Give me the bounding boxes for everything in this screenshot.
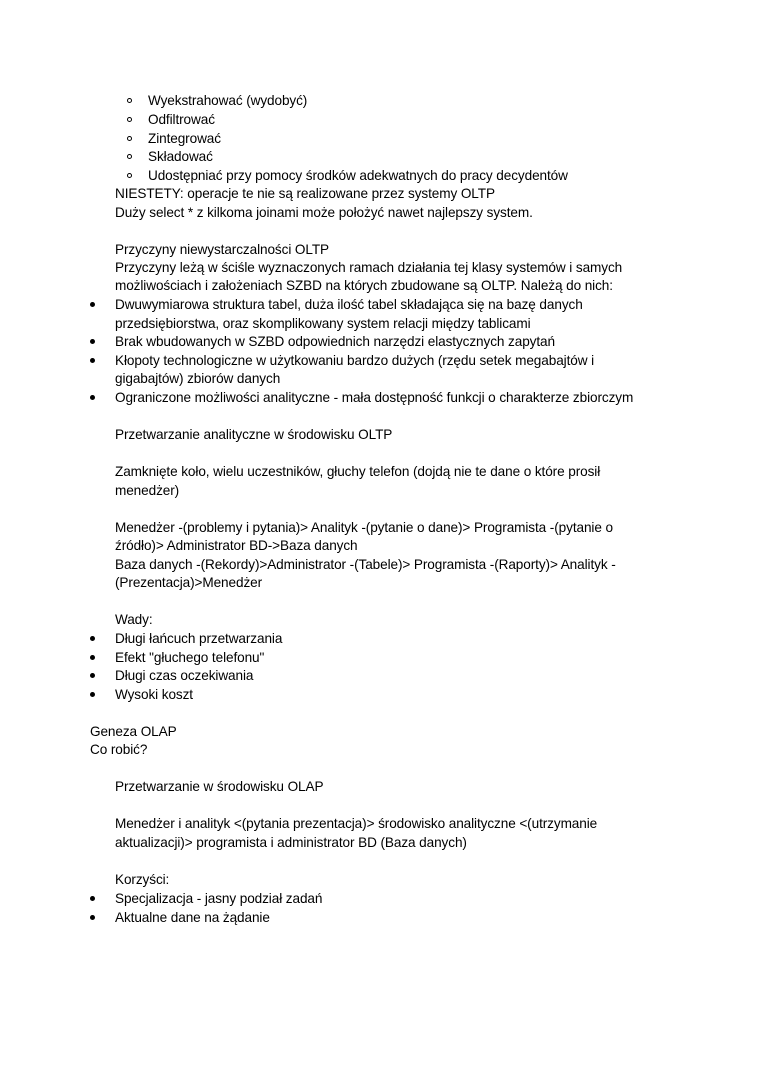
note-line: NIESTETY: operacje te nie są realizowane przez systemy OLTP: [115, 186, 495, 201]
bullet-icon: [90, 395, 95, 400]
circle-bullet-icon: [127, 173, 132, 178]
list-label: Wady:: [115, 612, 153, 627]
section-heading: Przyczyny niewystarczalności OLTP: [115, 242, 330, 257]
circle-bullet-icon: [127, 98, 132, 103]
paragraph-line: możliwościach i założeniach SZBD na których zbudowane są OLTP. Należą do nich:: [115, 278, 613, 293]
circle-bullet-icon: [127, 154, 132, 159]
paragraph-line: źródło)> Administrator BD->Baza danych: [115, 538, 358, 553]
list-item-continuation: gigabajtów) zbiorów danych: [115, 371, 281, 386]
list-item: Efekt "głuchego telefonu": [115, 650, 265, 665]
paragraph-line: aktualizacji)> programista i administrator BD (Baza danych): [115, 835, 467, 850]
paragraph-line: Menedżer -(problemy i pytania)> Analityk -(pytanie o dane)> Programista -(pytanie o: [115, 520, 613, 535]
list-item: Długi czas oczekiwania: [115, 668, 254, 683]
sub-list-item: Zintegrować: [148, 131, 221, 146]
paragraph-line: Przyczyny leżą w ściśle wyznaczonych ramach działania tej klasy systemów i samych: [115, 260, 623, 275]
list-item: Brak wbudowanych w SZBD odpowiednich narzędzi elastycznych zapytań: [115, 334, 555, 349]
list-item: Wysoki koszt: [115, 687, 193, 702]
paragraph-line: Menedżer i analityk <(pytania prezentacja)> środowisko analityczne <(utrzymanie: [115, 816, 598, 831]
paragraph-line: menedżer): [115, 483, 180, 498]
circle-bullet-icon: [127, 117, 132, 122]
list-item: Specjalizacja - jasny podział zadań: [115, 891, 323, 906]
list-item: Dwuwymiarowa struktura tabel, duża ilość tabel składająca się na bazę danych: [115, 297, 583, 312]
paragraph-line: Co robić?: [90, 742, 148, 757]
list-item-continuation: przedsiębiorstwa, oraz skomplikowany system relacji między tablicami: [115, 316, 531, 331]
paragraph-line: Baza danych -(Rekordy)>Administrator -(Tabele)> Programista -(Raporty)> Analityk -: [115, 557, 616, 572]
list-item: Ograniczone możliwości analityczne - mała dostępność funkcji o charakterze zbiorczym: [115, 390, 634, 405]
section-heading: Przetwarzanie analityczne w środowisku OLTP: [115, 427, 393, 442]
sub-list-item: Składować: [148, 149, 213, 164]
section-heading: Przetwarzanie w środowisku OLAP: [115, 779, 324, 794]
list-label: Korzyści:: [115, 872, 170, 887]
bullet-icon: [90, 302, 95, 307]
sub-list-item: Odfiltrować: [148, 112, 215, 127]
note-line: Duży select * z kilkoma joinami może położyć nawet najlepszy system.: [115, 205, 533, 220]
bullet-icon: [90, 358, 95, 363]
circle-bullet-icon: [127, 136, 132, 141]
bullet-icon: [90, 915, 95, 920]
section-heading: Geneza OLAP: [90, 724, 177, 739]
paragraph-line: Zamknięte koło, wielu uczestników, głuchy telefon (dojdą nie te dane o które prosił: [115, 464, 601, 479]
bullet-icon: [90, 692, 95, 697]
bullet-icon: [90, 896, 95, 901]
list-item: Długi łańcuch przetwarzania: [115, 631, 283, 646]
list-item: Aktualne dane na żądanie: [115, 910, 270, 925]
sub-list-item: Wyekstrahować (wydobyć): [148, 93, 308, 108]
bullet-icon: [90, 339, 95, 344]
paragraph-line: (Prezentacja)>Menedżer: [115, 575, 263, 590]
bullet-icon: [90, 636, 95, 641]
bullet-icon: [90, 655, 95, 660]
bullet-icon: [90, 673, 95, 678]
list-item: Kłopoty technologiczne w użytkowaniu bardzo dużych (rzędu setek megabajtów i: [115, 353, 595, 368]
sub-list-item: Udostępniać przy pomocy środków adekwatnych do pracy decydentów: [148, 168, 568, 183]
